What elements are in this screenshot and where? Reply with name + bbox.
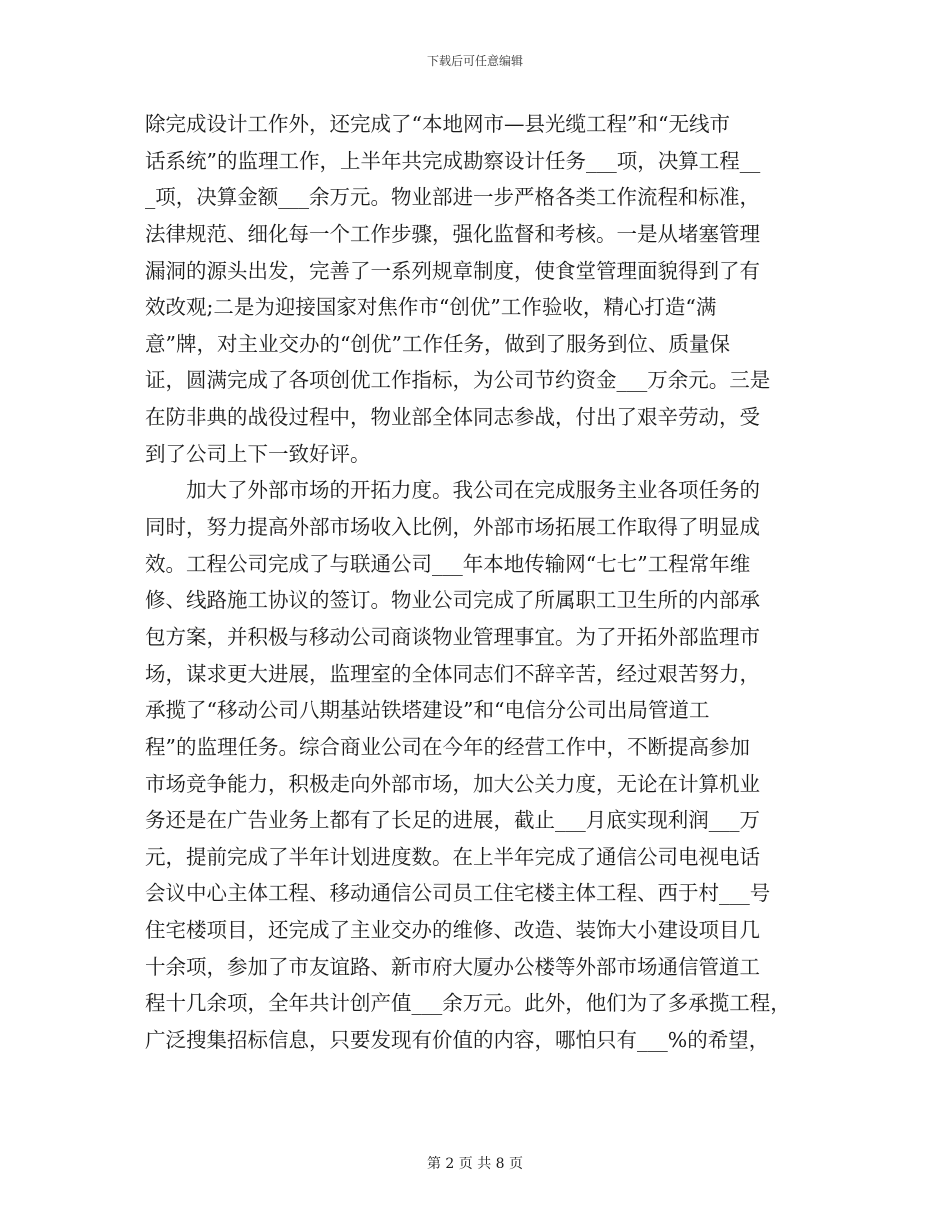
text-line: 程”的监理任务。综合商业公司在今年的经营工作中，不断提高参加 [145, 734, 750, 759]
text-line: _项，决算金额___余万元。物业部进一步严格各类工作流程和标准， [145, 185, 760, 210]
text-line: 效改观;二是为迎接国家对焦作市“创优”工作验收，精心打造“满 [145, 295, 717, 320]
text-line: 十余项，参加了市友谊路、新市府大厦办公楼等外部市场通信管道工 [145, 954, 760, 979]
text-line: 证，圆满完成了各项创优工作指标，为公司节约资金___万余元。三是 [145, 368, 771, 393]
text-line: 意”牌，对主业交办的“创优”工作任务，做到了服务到位、质量保 [145, 331, 730, 356]
text-line: 元，提前完成了半年计划进度数。在上半年完成了通信公司电视电话 [145, 844, 760, 869]
text-line: 市场竞争能力，积极走向外部市场，加大公关力度，无论在计算机业 [145, 771, 760, 796]
document-body [145, 106, 825, 1059]
text-line: 会议中心主体工程、移动通信公司员工住宅楼主体工程、西于村___号 [145, 881, 771, 906]
text-line: 话系统”的监理工作，上半年共完成勘察设计任务___项，决算工程__ [145, 148, 761, 173]
page-number: 第 2 页 共 8 页 [426, 1156, 524, 1172]
text-line: 加大了外部市场的开拓力度。我公司在完成服务主业各项任务的 [145, 478, 760, 503]
text-line: 在防非典的战役过程中，物业部全体同志参战，付出了艰辛劳动，受 [145, 405, 760, 430]
text-line: 除完成设计工作外，还完成了“本地网市—县光缆工程”和“无线市 [145, 112, 730, 136]
text-line: 包方案，并积极与移动公司商谈物业管理事宜。为了开拓外部监理市 [145, 624, 760, 649]
text-line: 住宅楼项目，还完成了主业交办的维修、改造、装饰大小建设项目几 [145, 918, 760, 943]
text-line: 场，谋求更大进展，监理室的全体同志们不辞辛苦，经过艰苦努力， [145, 661, 760, 686]
text-line: 修、线路施工协议的签订。物业公司完成了所属职工卫生所的内部承 [145, 588, 760, 613]
text-line: 广泛搜集招标信息，只要发现有价值的内容，哪怕只有___%的希望， [145, 1028, 770, 1053]
text-line: 程十几余项，全年共计创产值___余万元。此外，他们为了多承揽工程， [145, 991, 791, 1016]
text-line: 同时，努力提高外部市场收入比例，外部市场拓展工作取得了明显成 [145, 515, 760, 540]
text-line: 效。工程公司完成了与联通公司___年本地传输网“七七”工程常年维 [145, 551, 751, 576]
text-line: 到了公司上下一致好评。 [145, 441, 371, 466]
header-note: 下载后可任意编辑 [426, 54, 523, 68]
text-line: 漏洞的源头出发，完善了一系列规章制度，使食堂管理面貌得到了有 [145, 258, 760, 283]
text-line: 承揽了“移动公司八期基站铁塔建设”和“电信分公司出局管道工 [145, 698, 710, 723]
text-line: 法律规范、细化每一个工作步骤，强化监督和考核。一是从堵塞管理 [145, 221, 760, 246]
text-line: 务还是在广告业务上都有了长足的进展，截止___月底实现利润___万 [145, 808, 760, 833]
